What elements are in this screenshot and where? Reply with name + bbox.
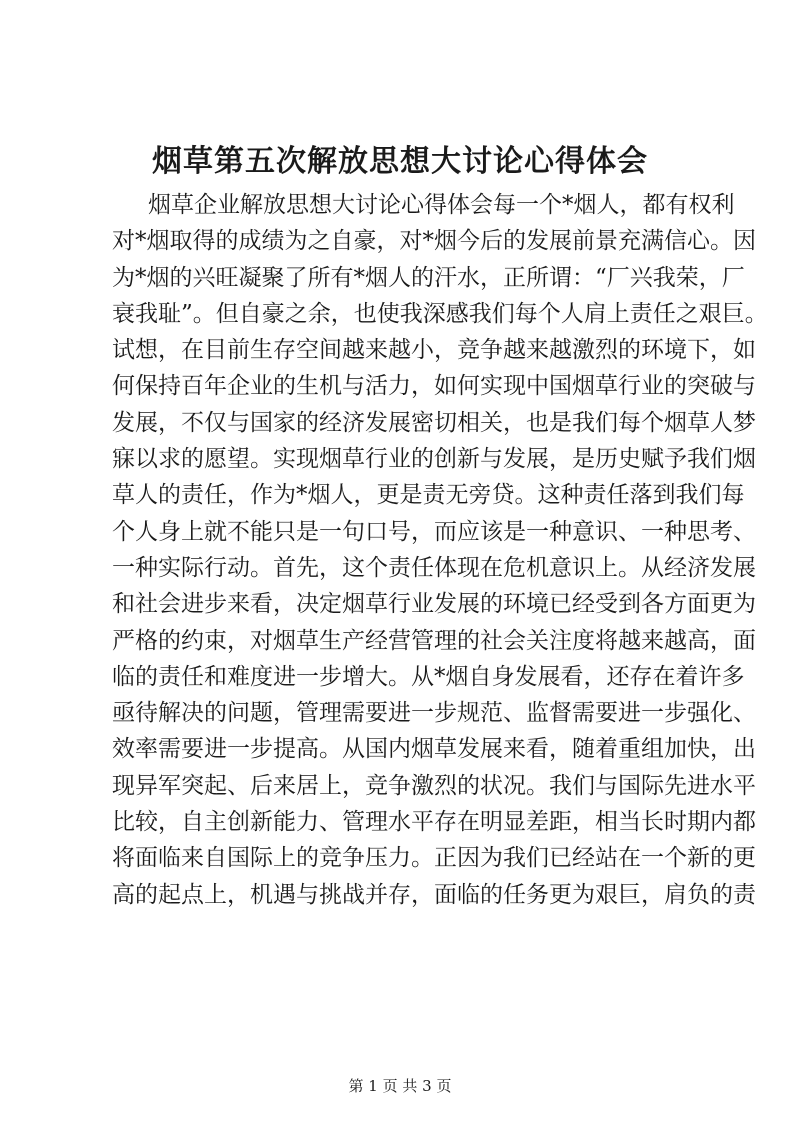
text-line: 个人身上就不能只是一句口号，而应该是一种意识、一种思考、 [112,518,756,545]
text-line: 寐以求的愿望。实现烟草行业的创新与发展，是历史赋予我们烟 [112,446,756,473]
text-line: 临的责任和难度进一步增大。从*烟自身发展看，还存在着许多 [112,663,745,690]
text-line: 烟草企业解放思想大讨论心得体会每一个*烟人，都有权利 [148,192,735,218]
text-line: 对*烟取得的成绩为之自豪，对*烟今后的发展前景充满信心。因 [112,228,756,255]
text-line: 草人的责任，作为*烟人，更是责无旁贷。这种责任落到我们每 [112,482,745,509]
document-title: 烟草第五次解放思想大讨论心得体会 [152,144,648,179]
text-line: 试想，在目前生存空间越来越小，竞争越来越激烈的环境下，如 [112,337,756,364]
text-line: 亟待解决的问题，管理需要进一步规范、监督需要进一步强化、 [112,700,756,727]
text-line: 何保持百年企业的生机与活力，如何实现中国烟草行业的突破与 [112,373,756,400]
page-number-footer: 第 1 页 共 3 页 [348,1077,452,1095]
text-line: 将面临来自国际上的竞争压力。正因为我们已经站在一个新的更 [112,845,756,872]
text-line: 发展，不仅与国家的经济发展密切相关，也是我们每个烟草人梦 [112,409,756,436]
text-line: 衰我耻”。但自豪之余，也使我深感我们每个人肩上责任之艰巨。 [112,300,768,327]
text-line: 效率需要进一步提高。从国内烟草发展来看，随着重组加快，出 [112,736,756,763]
text-line: 比较，自主创新能力、管理水平存在明显差距，相当长时期内都 [112,809,756,836]
text-line: 为*烟的兴旺凝聚了所有*烟人的汗水，正所谓：“厂兴我荣，厂 [112,264,745,291]
body-paragraph [112,187,768,913]
text-line: 严格的约束，对烟草生产经营管理的社会关注度将越来越高，面 [112,627,756,654]
text-line: 和社会进步来看，决定烟草行业发展的环境已经受到各方面更为 [112,591,756,618]
text-line: 现异军突起、后来居上，竞争激烈的状况。我们与国际先进水平 [112,772,756,799]
text-line: 一种实际行动。首先，这个责任体现在危机意识上。从经济发展 [112,554,756,581]
text-line: 高的起点上，机遇与挑战并存，面临的任务更为艰巨，肩负的责 [112,881,756,908]
